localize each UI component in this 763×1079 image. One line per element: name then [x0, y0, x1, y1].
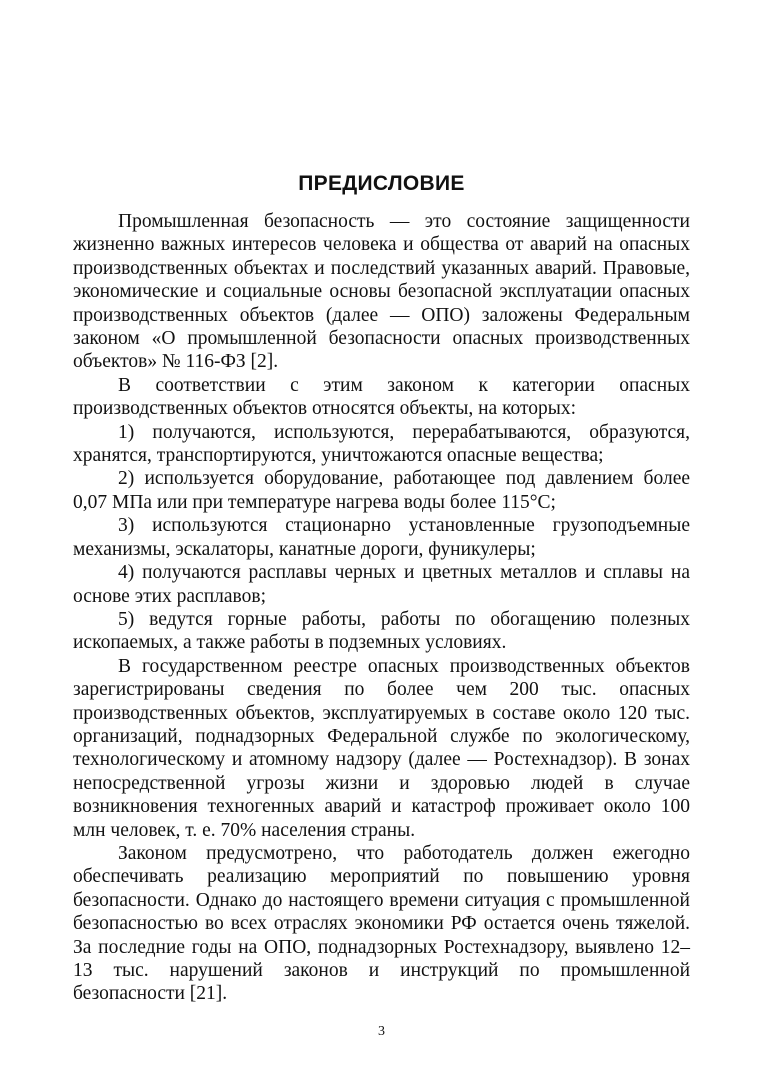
paragraph-law: Законом предусмотрено, что работодатель должен ежегодно обеспечивать реализацию мероприятий по повышению уровня безопасности. Однако до настоящего времени ситуация с промышленной безопасностью во всех отраслях экономики РФ остается очень тяжелой. За последние годы на ОПО, поднадзорных Ростехнадзору, выявлено 12–13 тыс. нарушений законов и инструкций по промышленной безопасности [21].	[73, 842, 690, 1005]
paragraph-intro: Промышленная безопасность — это состояние защищенности жизненно важных интересов человека и общества от аварий на опасных производственных объектах и последствий указанных аварий. Правовые, экономические и социальные основы безопасной эксплуатации опасных производственных объектов (далее — ОПО) заложены Федеральным законом «О промышленной безопасности опасных производственных объектов» № 116-ФЗ [2].	[73, 211, 690, 373]
document-page	[73, 0, 690, 1079]
paragraph-categories: В соответствии с этим законом к категории опасных производственных объектов относятся объекты, на которых:	[73, 374, 690, 420]
paragraph-registry: В государственном реестре опасных производственных объектов зарегистрированы сведения по более чем 200 тыс. опасных производственных объектов, эксплуатируемых в составе около 120 тыс. организаций, поднадзорных Федеральной службе по экологическому, технологическому и атомному надзору (далее — Ростехнадзор). В зонах непосредственной угрозы жизни и здоровью людей в случае возникновения техногенных аварий и катастроф проживает около 100 млн человек, т. е. 70% населения страны.	[73, 655, 690, 841]
list-item-5: 5) ведутся горные работы, работы по обогащению полезных ископаемых, а также работы в подземных условиях.	[73, 608, 690, 654]
list-item-3: 3) используются стационарно установленные грузоподъемные механизмы, эскалаторы, канатные дороги, фуникулеры;	[73, 515, 690, 560]
list-item-1: 1) получаются, используются, перерабатываются, образуются, хранятся, транспортируются, уничтожаются опасные вещества;	[73, 421, 690, 467]
page-title: ПРЕДИСЛОВИЕ	[298, 172, 465, 195]
list-item-4: 4) получаются расплавы черных и цветных металлов и сплавы на основе этих расплавов;	[73, 562, 690, 607]
page-number: 3	[378, 1024, 385, 1039]
list-item-2: 2) используется оборудование, работающее под давлением более 0,07 МПа или при температуре нагрева воды более 115°С;	[73, 468, 690, 513]
body-text	[73, 210, 690, 1006]
